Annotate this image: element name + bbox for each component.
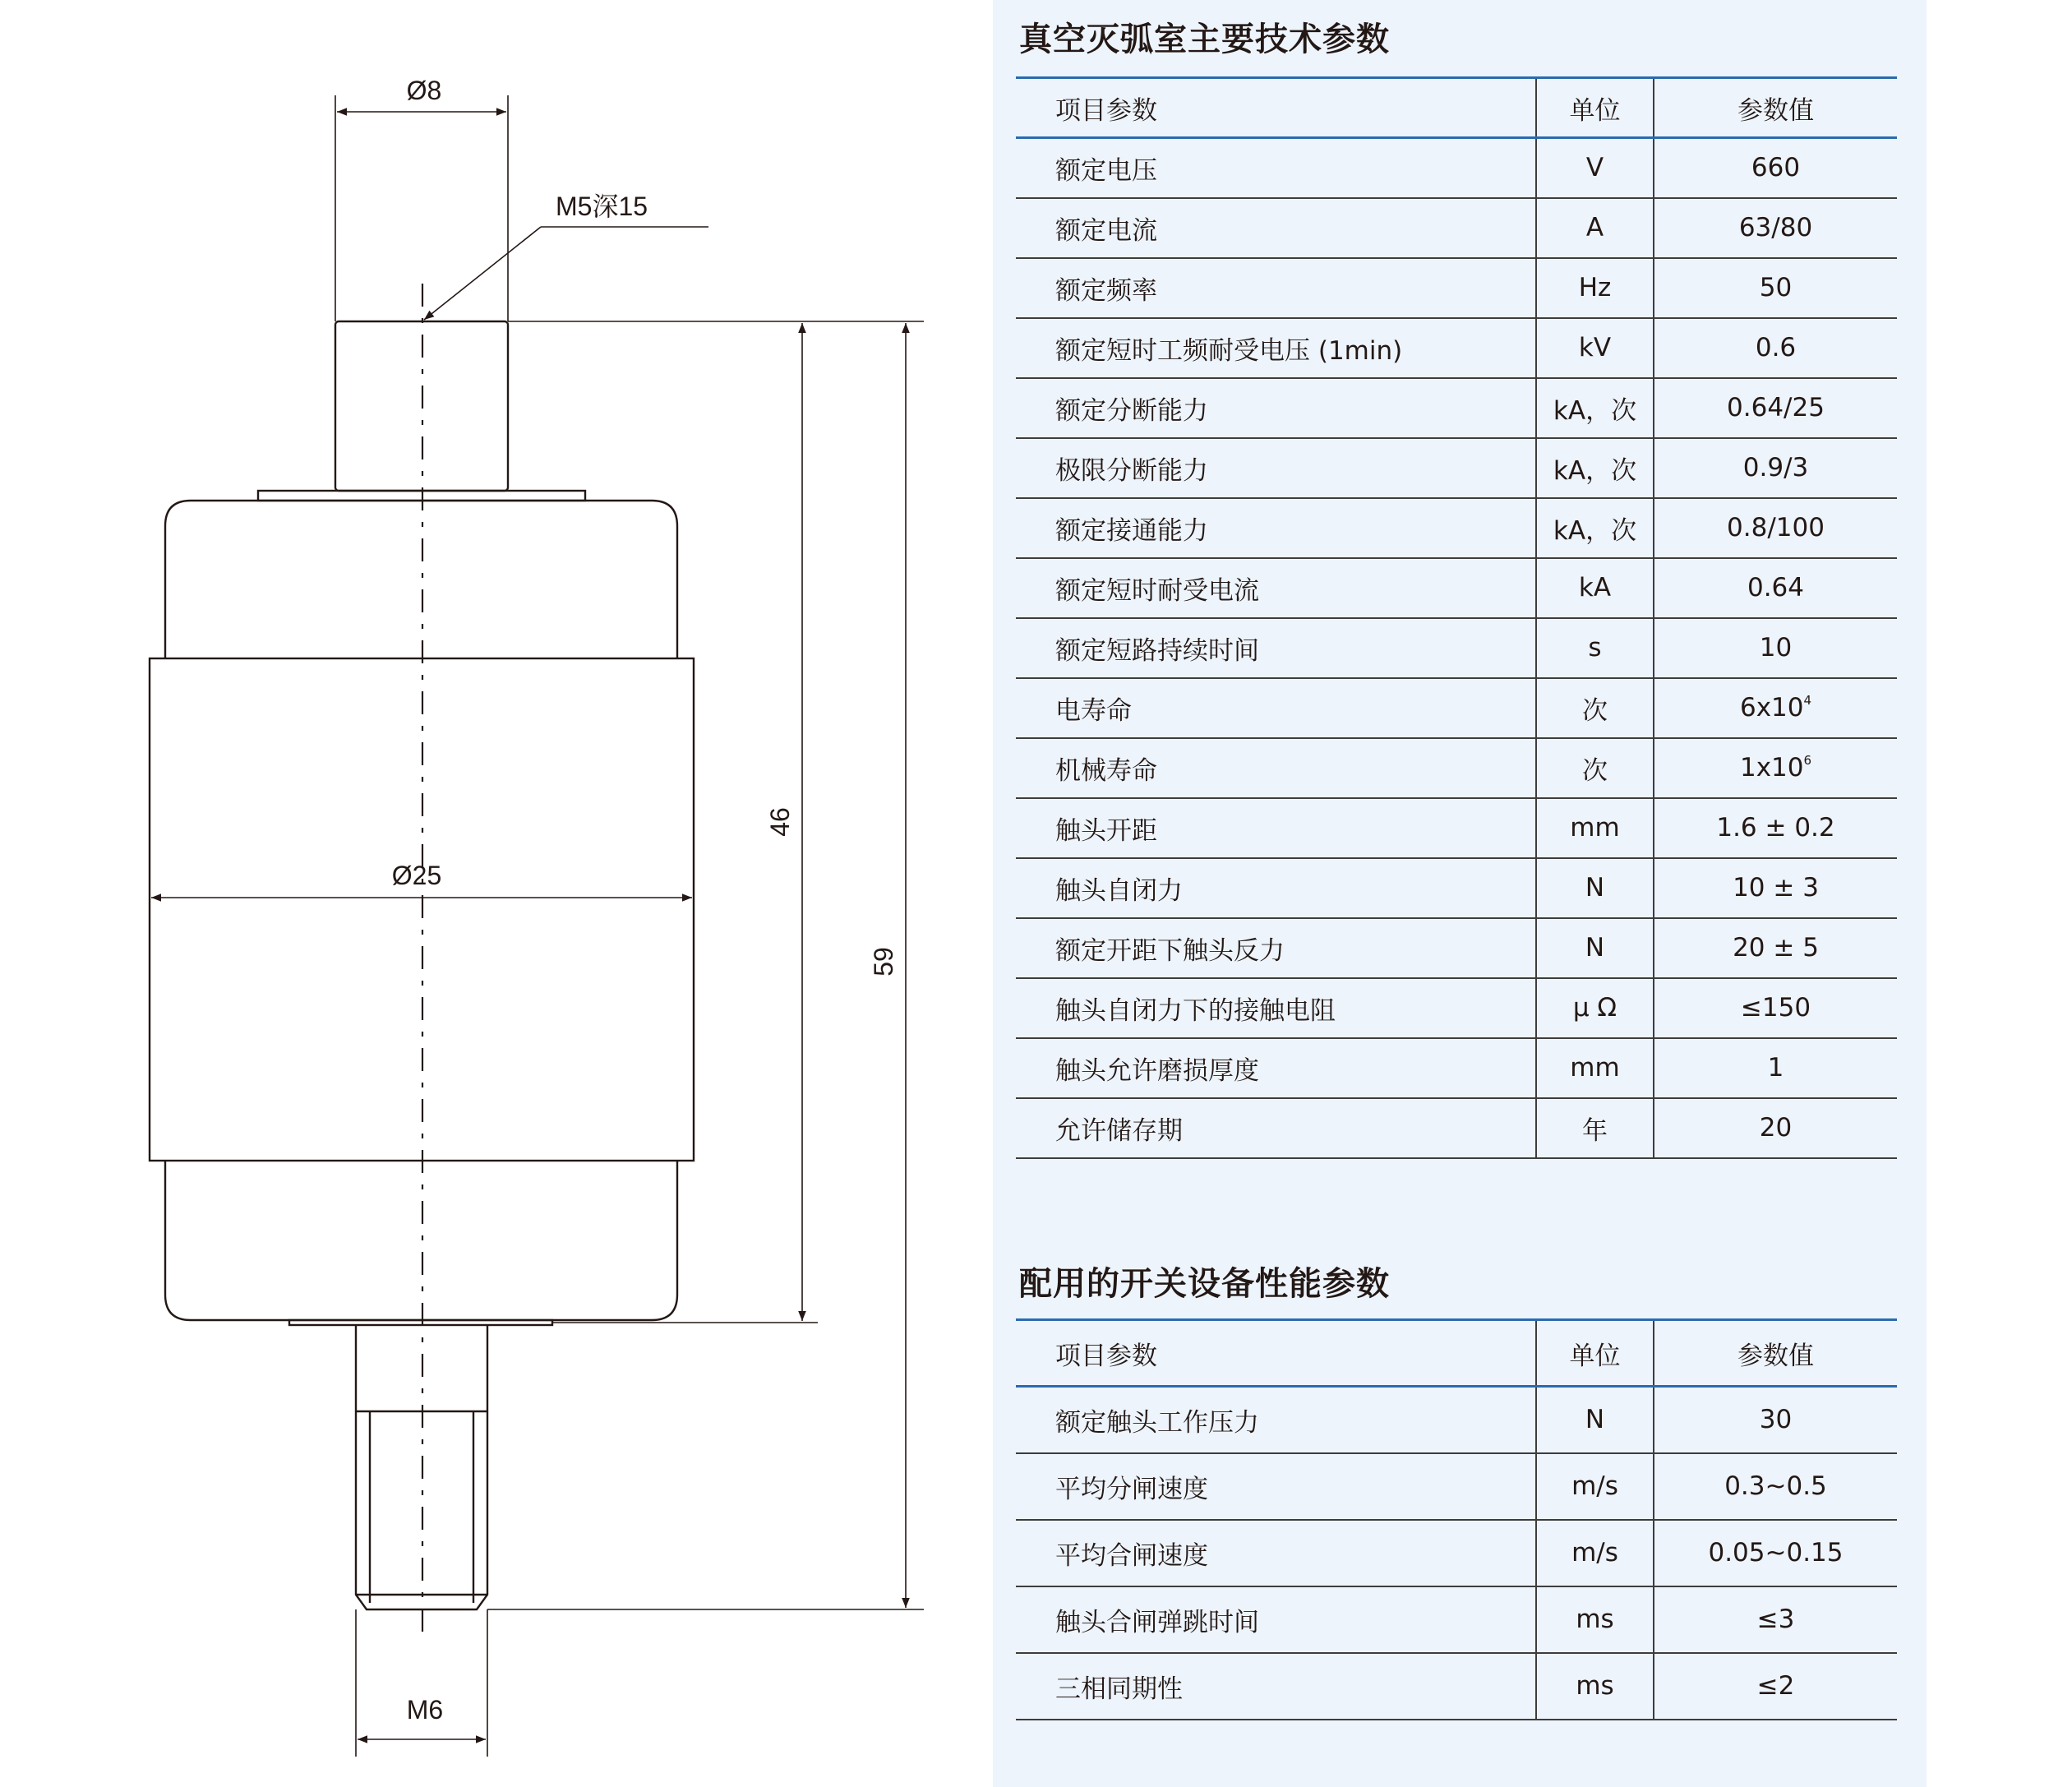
param-name: 额定电压: [1016, 138, 1536, 198]
param-value: [1654, 258, 1897, 318]
param-name: 平均合闸速度: [1016, 1520, 1536, 1586]
param-value: [1654, 1453, 1897, 1520]
table-row: [1016, 618, 1897, 678]
param-value-text: 63/80: [1738, 213, 1813, 242]
table-row: [1016, 1586, 1897, 1653]
header-unit: 单位: [1536, 1320, 1654, 1387]
param-unit: mm: [1536, 1038, 1654, 1098]
table-row: [1016, 138, 1897, 198]
param-value-text: 20 ± 5: [1733, 933, 1819, 963]
table-row: [1016, 1038, 1897, 1098]
param-value: [1654, 1387, 1897, 1453]
param-value: [1654, 1520, 1897, 1586]
spec-panel: [993, 0, 1927, 1787]
param-name: 电寿命: [1016, 678, 1536, 738]
param-value-text: 0.05~0.15: [1708, 1538, 1844, 1568]
table-row: [1016, 318, 1897, 378]
param-value-text: 1.6 ± 0.2: [1716, 813, 1835, 843]
table-row: [1016, 1387, 1897, 1453]
param-name: 额定短时工频耐受电压 (1min): [1016, 318, 1536, 378]
param-value-text: 660: [1751, 153, 1801, 183]
param-name: 平均分闸速度: [1016, 1453, 1536, 1520]
param-unit: kA，次: [1536, 438, 1654, 498]
param-unit: mm: [1536, 798, 1654, 858]
param-value: [1654, 378, 1897, 438]
param-value: [1654, 918, 1897, 978]
param-value-text: 0.64: [1747, 573, 1805, 603]
table-row: [1016, 1520, 1897, 1586]
param-name: 极限分断能力: [1016, 438, 1536, 498]
param-name: 允许储存期: [1016, 1098, 1536, 1158]
param-name: 额定开距下触头反力: [1016, 918, 1536, 978]
param-unit: 年: [1536, 1098, 1654, 1158]
param-unit: N: [1536, 1387, 1654, 1453]
param-unit: Hz: [1536, 258, 1654, 318]
param-name: 额定触头工作压力: [1016, 1387, 1536, 1453]
param-value-text: 0.64/25: [1727, 393, 1825, 423]
table-row: [1016, 438, 1897, 498]
param-value-text: ≤150: [1740, 993, 1811, 1023]
table-row: [1016, 1653, 1897, 1720]
param-value: [1654, 318, 1897, 378]
dim-thread-note: M5深15: [556, 192, 648, 221]
param-unit: N: [1536, 918, 1654, 978]
param-value-text: 0.8/100: [1727, 513, 1825, 543]
param-value: [1654, 1038, 1897, 1098]
header-item: 项目参数: [1016, 1320, 1536, 1387]
param-value-text: ≤2: [1756, 1671, 1795, 1701]
param-unit: kV: [1536, 318, 1654, 378]
header-value: 参数值: [1654, 1320, 1897, 1387]
table-row: [1016, 258, 1897, 318]
param-value: [1654, 678, 1897, 738]
param-name: 触头自闭力: [1016, 858, 1536, 918]
header-value: 参数值: [1654, 78, 1897, 138]
param-value: [1654, 558, 1897, 618]
param-name: 额定频率: [1016, 258, 1536, 318]
dim-top-diameter: Ø8: [406, 76, 442, 105]
param-name: 额定电流: [1016, 198, 1536, 258]
table-row: [1016, 858, 1897, 918]
param-value-text: 10 ± 3: [1733, 873, 1819, 903]
param-value-text: 10: [1759, 633, 1793, 663]
param-name: 额定短路持续时间: [1016, 618, 1536, 678]
param-unit: ms: [1536, 1653, 1654, 1720]
table-row: [1016, 678, 1897, 738]
param-name: 额定接通能力: [1016, 498, 1536, 558]
param-name: 额定分断能力: [1016, 378, 1536, 438]
lower-cap: [165, 1161, 677, 1320]
dim-body-diameter: Ø25: [391, 861, 442, 890]
lower-flange: [289, 1320, 552, 1325]
param-value-text: 0.6: [1755, 333, 1797, 362]
param-unit: kA: [1536, 558, 1654, 618]
param-unit: A: [1536, 198, 1654, 258]
param-value: [1654, 858, 1897, 918]
table-row: [1016, 378, 1897, 438]
param-value: [1654, 138, 1897, 198]
param-value-text: 1: [1767, 1053, 1784, 1083]
dim-bottom-thread: M6: [406, 1695, 444, 1725]
param-unit: kA，次: [1536, 378, 1654, 438]
param-name: 触头合闸弹跳时间: [1016, 1586, 1536, 1653]
param-unit: m/s: [1536, 1520, 1654, 1586]
param-unit: kA，次: [1536, 498, 1654, 558]
vacuum-interrupter-table: [1016, 76, 1897, 1159]
param-value-text: 0.3~0.5: [1724, 1471, 1827, 1501]
switchgear-table: [1016, 1318, 1897, 1720]
param-value-text: ≤3: [1756, 1605, 1795, 1634]
param-exponent: 4: [1803, 693, 1812, 708]
param-name: 机械寿命: [1016, 738, 1536, 798]
param-name: 额定短时耐受电流: [1016, 558, 1536, 618]
param-name: 三相同期性: [1016, 1653, 1536, 1720]
param-value: [1654, 978, 1897, 1038]
param-value: [1654, 198, 1897, 258]
table-row: [1016, 798, 1897, 858]
param-name: 触头允许磨损厚度: [1016, 1038, 1536, 1098]
param-value-text: 1x10: [1739, 753, 1804, 783]
param-unit: 次: [1536, 738, 1654, 798]
param-value-text: 6x10: [1739, 693, 1804, 723]
technical-drawing: [0, 0, 993, 1787]
param-exponent: 6: [1803, 753, 1812, 768]
param-unit: V: [1536, 138, 1654, 198]
table-row: [1016, 978, 1897, 1038]
table-row: [1016, 198, 1897, 258]
param-value-text: 30: [1759, 1405, 1793, 1435]
header-unit: 单位: [1536, 78, 1654, 138]
table-row: [1016, 498, 1897, 558]
param-value: [1654, 798, 1897, 858]
param-value: [1654, 1586, 1897, 1653]
param-name: 触头自闭力下的接触电阻: [1016, 978, 1536, 1038]
param-value-text: 0.9/3: [1742, 453, 1809, 483]
param-value: [1654, 498, 1897, 558]
table-row: [1016, 558, 1897, 618]
param-unit: ms: [1536, 1586, 1654, 1653]
param-value: [1654, 618, 1897, 678]
param-unit: s: [1536, 618, 1654, 678]
param-value: [1654, 438, 1897, 498]
dim-total-height: 59: [869, 947, 898, 977]
header-item: 项目参数: [1016, 78, 1536, 138]
upper-cap: [165, 501, 677, 658]
param-value: [1654, 1098, 1897, 1158]
param-unit: m/s: [1536, 1453, 1654, 1520]
param-unit: μ Ω: [1536, 978, 1654, 1038]
param-name: 触头开距: [1016, 798, 1536, 858]
table2-title: 配用的开关设备性能参数: [1019, 1265, 1390, 1303]
param-value: [1654, 738, 1897, 798]
table-row: [1016, 738, 1897, 798]
param-value: [1654, 1653, 1897, 1720]
table1-title: 真空灭弧室主要技术参数: [1019, 21, 1390, 58]
table-row: [1016, 1098, 1897, 1158]
param-value-text: 50: [1759, 273, 1793, 302]
table-row: [1016, 1453, 1897, 1520]
dim-body-height: 46: [765, 807, 795, 837]
table-row: [1016, 918, 1897, 978]
param-unit: 次: [1536, 678, 1654, 738]
param-unit: N: [1536, 858, 1654, 918]
param-value-text: 20: [1759, 1113, 1793, 1143]
